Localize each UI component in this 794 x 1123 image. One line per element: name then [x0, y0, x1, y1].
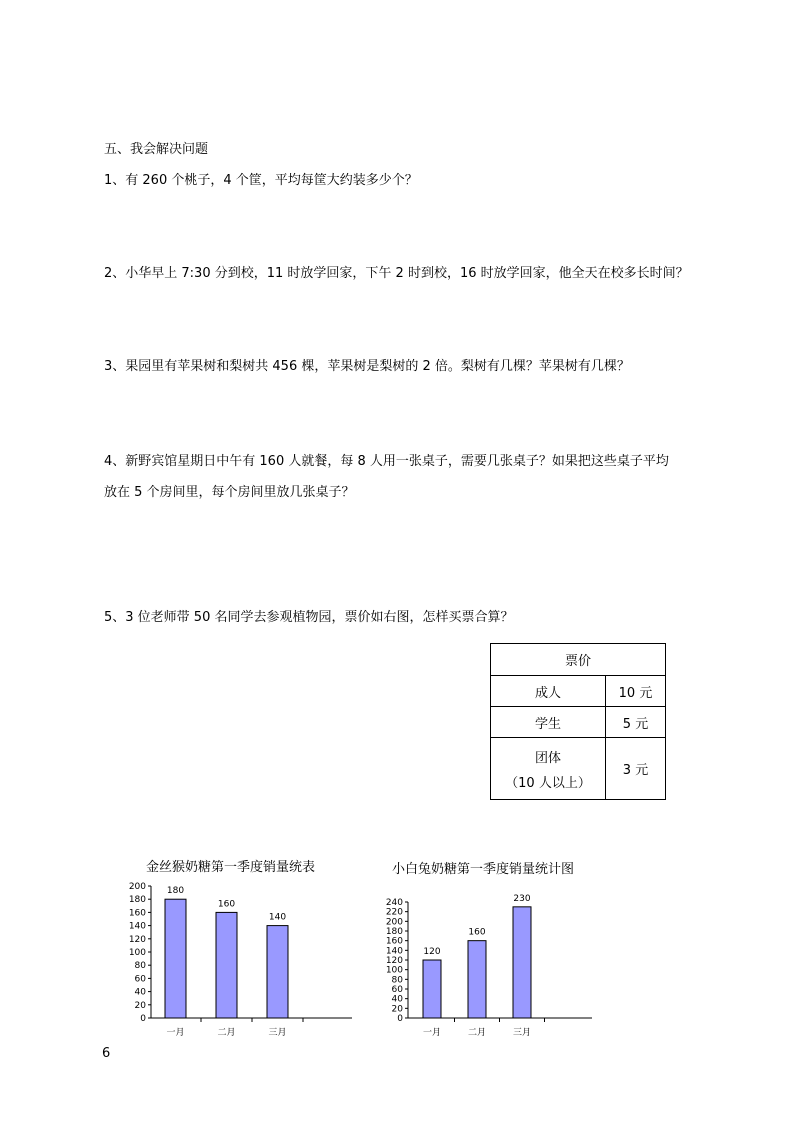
chart-2-y-tick-label: 180 [385, 927, 403, 937]
question-1: 1、有 260 个桃子，4 个筐，平均每筐大约装多少个？ [104, 173, 418, 188]
chart-2-y-tick-label: 20 [391, 1004, 403, 1015]
ticket-price-student: 5 元 [606, 707, 666, 738]
chart-1-y-tick-label: 100 [128, 948, 146, 958]
chart-1-category-label: 一月 [166, 1028, 185, 1038]
chart-2-bar [468, 941, 486, 1018]
chart-2-bar [513, 907, 531, 1018]
chart-2-category-label: 二月 [467, 1028, 487, 1038]
chart-1-y-tick-label: 180 [128, 895, 146, 906]
chart-1-svg [110, 875, 360, 1045]
chart-1-y-tick-label: 120 [128, 934, 146, 945]
chart-2-y-tick-label: 0 [397, 1014, 403, 1024]
chart-2-data-label: 230 [513, 893, 531, 904]
chart-1-category-label: 二月 [217, 1028, 236, 1038]
chart-1-data-label: 160 [217, 899, 236, 910]
chart-1-y-tick-label: 80 [134, 961, 146, 972]
chart-1-y-tick-label: 60 [134, 974, 146, 985]
chart-2-data-label: 120 [423, 947, 441, 957]
chart-2-y-tick-label: 100 [385, 965, 403, 976]
chart-1-data-label: 140 [268, 912, 287, 923]
chart-2-bar [423, 960, 441, 1018]
chart-2-y-tick-label: 60 [391, 985, 403, 995]
ticket-table-header: 票价 [491, 644, 666, 676]
chart-1-bar [267, 926, 288, 1018]
chart-2-y-tick-label: 220 [385, 907, 403, 918]
chart-1-y-tick-label: 160 [128, 908, 146, 919]
chart-1-y-tick-label: 140 [128, 921, 146, 932]
chart-2-category-label: 三月 [512, 1028, 532, 1038]
page-number: 6 [102, 1046, 111, 1061]
question-4-line-2: 放在 5 个房间里，每个房间里放几张桌子？ [104, 485, 355, 500]
chart-2-y-tick-label: 120 [385, 956, 403, 966]
chart-2-data-label: 160 [468, 927, 486, 938]
question-3: 3、果园里有苹果树和梨树共 456 棵，苹果树是梨树的 2 倍。梨树有几棵？苹果树有几棵？ [104, 359, 630, 374]
chart-1-bar [165, 899, 186, 1018]
chart-2-title: 小白兔奶糖第一季度销量统计图 [392, 862, 575, 877]
chart-2-y-tick-label: 160 [385, 936, 403, 947]
ticket-price-adult: 10 元 [606, 676, 666, 707]
chart-2-y-tick-label: 80 [391, 975, 403, 986]
chart-2-category-label: 一月 [422, 1028, 442, 1038]
chart-2-y-tick-label: 40 [391, 994, 403, 1005]
chart-1-y-tick-label: 0 [140, 1014, 146, 1024]
question-5: 5、3 位老师带 50 名同学去参观植物园，票价如右图，怎样买票合算？ [104, 610, 514, 625]
ticket-group-label: 团体 [534, 750, 561, 766]
chart-1-y-tick-label: 200 [128, 882, 146, 892]
ticket-label-group [491, 738, 606, 800]
chart-1-bar [216, 912, 237, 1018]
ticket-label-adult: 成人 [491, 676, 606, 707]
ticket-price-table [490, 643, 666, 800]
chart-1-y-tick-label: 20 [134, 1000, 146, 1011]
section-title: 五、我会解决问题 [104, 142, 209, 157]
chart-1-title: 金丝猴奶糖第一季度销量统表 [146, 860, 316, 875]
chart-2-y-tick-label: 140 [385, 946, 403, 957]
chart-2-y-tick-label: 200 [385, 917, 403, 928]
ticket-label-student: 学生 [491, 707, 606, 738]
chart-1-data-label: 180 [166, 886, 185, 897]
chart-1-category-label: 三月 [268, 1028, 287, 1038]
ticket-price-group: 3 元 [606, 738, 666, 800]
chart-2-y-tick-label: 240 [385, 898, 403, 908]
chart-1-y-tick-label: 40 [134, 987, 146, 998]
chart-2-svg [370, 880, 600, 1045]
ticket-group-sublabel: （10 人以上） [505, 775, 591, 791]
question-2: 2、小华早上 7:30 分到校，11 时放学回家，下午 2 时到校，16 时放学回家，他全天在校多长时间？ [104, 266, 689, 281]
question-4-line-1: 4、新野宾馆星期日中午有 160 人就餐，每 8 人用一张桌子，需要几张桌子？如果把这些桌子平均 [104, 454, 669, 469]
